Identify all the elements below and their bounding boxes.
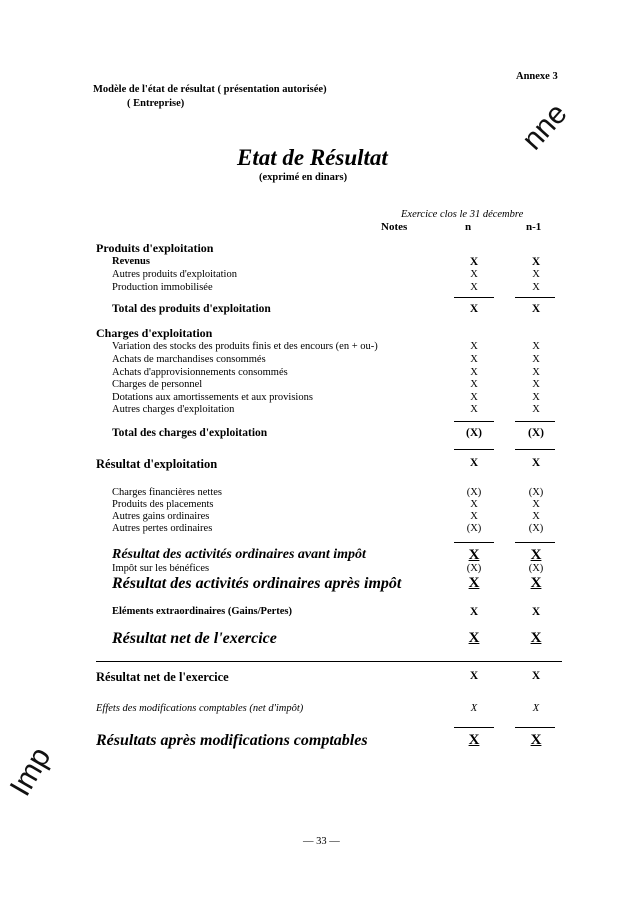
row-value-n: X <box>469 256 479 268</box>
row-value-n1: X <box>531 256 541 268</box>
total-produits-label: Total des produits d'exploitation <box>112 303 271 315</box>
section-heading-produits: Produits d'exploitation <box>96 241 214 255</box>
resultat-exploitation-label: Résultat d'exploitation <box>96 457 218 471</box>
row-label: Autres charges d'exploitation <box>112 404 235 415</box>
net-exercice-italic-n: X <box>468 630 480 646</box>
row-value-n: X <box>470 269 478 280</box>
resultat-exploitation-n: X <box>469 457 479 469</box>
row-value-n: X <box>470 511 478 522</box>
net-exercice-n1: X <box>531 670 541 682</box>
row-value-n: X <box>470 354 478 365</box>
watermark-top-right: nne <box>515 97 574 157</box>
row-value-n: X <box>470 367 478 378</box>
row-label: Achats d'approvisionnements consommés <box>112 367 288 378</box>
row-label: Produits des placements <box>112 499 214 510</box>
extraordinaires-n1: X <box>531 606 541 618</box>
row-label: Production immobilisée <box>112 282 213 293</box>
impot-n: (X) <box>466 563 482 574</box>
net-exercice-label: Résultat net de l'exercice <box>96 670 229 684</box>
total-charges-n1: (X) <box>528 427 544 439</box>
subtotal-rule <box>454 727 494 728</box>
extraordinaires-n: X <box>469 606 479 618</box>
apres-impot-n: X <box>468 575 480 591</box>
row-label: Autres produits d'exploitation <box>112 269 237 280</box>
row-value-n: X <box>470 282 478 293</box>
row-value-n: X <box>470 392 478 403</box>
total-charges-label: Total des charges d'exploitation <box>112 427 268 439</box>
row-label: Charges financières nettes <box>112 487 223 498</box>
avant-impot-n1: X <box>530 547 542 563</box>
page-number: — 33 — <box>303 836 340 847</box>
effets-n: X <box>470 703 478 714</box>
column-n-header: n <box>465 221 472 233</box>
row-value-n1: X <box>532 282 540 293</box>
row-value-n1: X <box>532 404 540 415</box>
notes-header: Notes <box>381 221 408 233</box>
row-value-n1: X <box>532 269 540 280</box>
effets-label: Effets des modifications comptables (net d'impôt) <box>96 703 304 714</box>
extraordinaires-label: Eléments extraordinaires (Gains/Pertes) <box>112 606 293 617</box>
apres-modifications-label: Résultats après modifications comptables <box>96 732 368 749</box>
row-value-n: (X) <box>466 523 482 534</box>
row-value-n: X <box>470 341 478 352</box>
section-heading-charges: Charges d'exploitation <box>96 326 213 340</box>
row-value-n1: X <box>532 354 540 365</box>
total-produits-n: X <box>469 303 479 315</box>
row-label: Charges de personnel <box>112 379 203 390</box>
column-n1-header: n-1 <box>526 221 542 233</box>
row-value-n1: X <box>532 511 540 522</box>
row-label: Revenus <box>112 256 150 267</box>
apres-impot-label: Résultat des activités ordinaires après impôt <box>112 575 402 592</box>
row-label: Dotations aux amortissements et aux provisions <box>112 392 313 403</box>
subtotal-rule <box>515 297 555 298</box>
subtotal-rule <box>515 542 555 543</box>
row-value-n1: (X) <box>528 523 544 534</box>
subtotal-rule <box>454 449 494 450</box>
apres-modifications-n: X <box>468 732 480 748</box>
row-value-n1: (X) <box>528 487 544 498</box>
net-exercice-italic-label: Résultat net de l'exercice <box>112 630 277 647</box>
page-title: Etat de Résultat <box>237 145 388 170</box>
subtotal-rule <box>454 421 494 422</box>
row-label: Autres gains ordinaires <box>112 511 210 522</box>
subtotal-rule <box>454 542 494 543</box>
row-value-n1: X <box>532 499 540 510</box>
avant-impot-n: X <box>468 547 480 563</box>
impot-n1: (X) <box>528 563 544 574</box>
page-subtitle: (exprimé en dinars) <box>259 172 348 183</box>
row-label: Variation des stocks des produits finis et des encours (en + ou-) <box>112 341 378 352</box>
row-value-n1: X <box>532 379 540 390</box>
effets-n1: X <box>532 703 540 714</box>
total-produits-n1: X <box>531 303 541 315</box>
row-label: Achats de marchandises consommés <box>112 354 266 365</box>
row-label: Autres pertes ordinaires <box>112 523 213 534</box>
net-exercice-n: X <box>469 670 479 682</box>
subtotal-rule <box>515 727 555 728</box>
annexe-label: Annexe 3 <box>516 71 558 82</box>
net-exercice-italic-n1: X <box>530 630 542 646</box>
total-charges-n: (X) <box>466 427 482 439</box>
watermark-bottom-left: Imp <box>3 741 58 802</box>
row-value-n: X <box>470 404 478 415</box>
row-value-n1: X <box>532 392 540 403</box>
row-value-n1: X <box>532 341 540 352</box>
section-divider <box>96 661 562 662</box>
model-heading: Modèle de l'état de résultat ( présentation autorisée) <box>93 84 327 95</box>
subtotal-rule <box>454 297 494 298</box>
apres-modifications-n1: X <box>530 732 542 748</box>
avant-impot-label: Résultat des activités ordinaires avant impôt <box>112 547 366 562</box>
entreprise-label: ( Entreprise) <box>127 98 185 109</box>
subtotal-rule <box>515 449 555 450</box>
exercise-header: Exercice clos le 31 décembre <box>401 209 524 220</box>
row-value-n1: X <box>532 367 540 378</box>
row-value-n: X <box>470 499 478 510</box>
row-value-n: (X) <box>466 487 482 498</box>
row-value-n: X <box>470 379 478 390</box>
subtotal-rule <box>515 421 555 422</box>
apres-impot-n1: X <box>530 575 542 591</box>
resultat-exploitation-n1: X <box>531 457 541 469</box>
impot-label: Impôt sur les bénéfices <box>112 563 210 574</box>
